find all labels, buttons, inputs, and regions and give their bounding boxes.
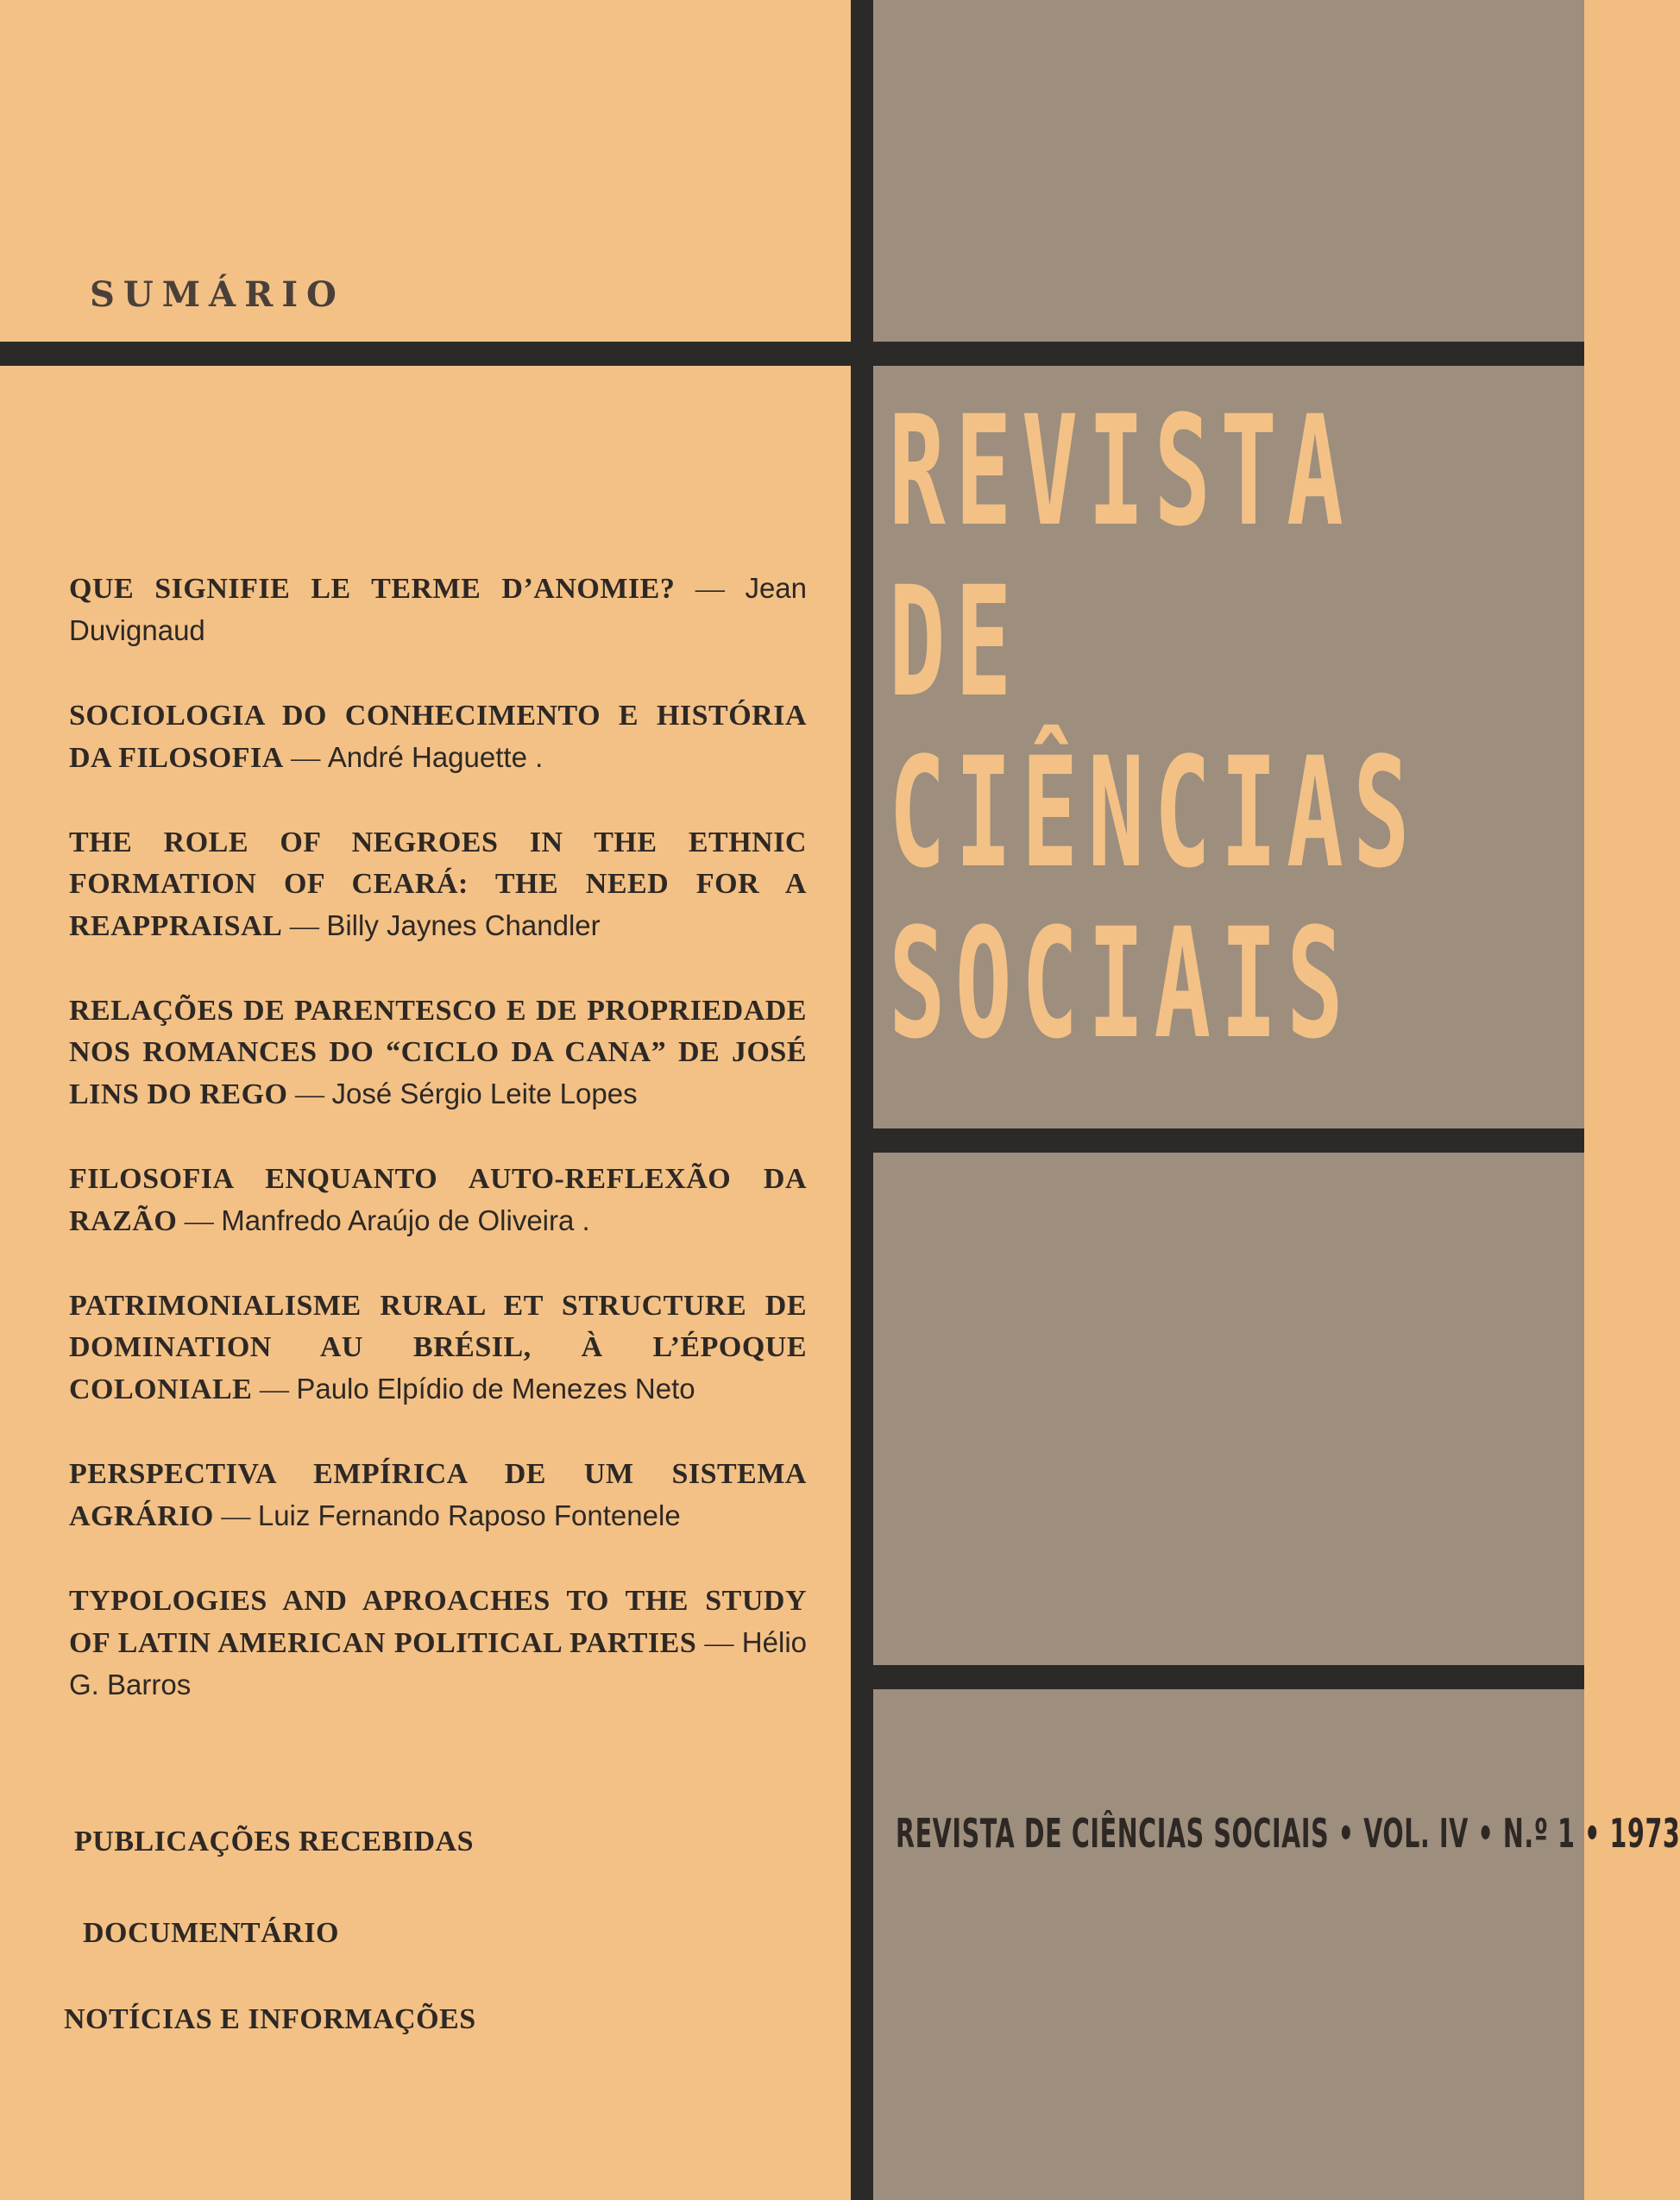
toc-entry: [69, 1159, 807, 1242]
toc-entry: [69, 822, 807, 947]
toc-author: Paulo Elpídio de Menezes Neto: [296, 1373, 695, 1405]
section-publicacoes-recebidas: PUBLICAÇÕES RECEBIDAS: [74, 1826, 474, 1857]
toc-entry: [69, 568, 807, 652]
journal-title-line: CIÊNCIAS: [889, 725, 1419, 902]
toc-title: PERSPECTIVA EMPÍRICA DE UM SISTEMA AGRÁRIO: [69, 1458, 807, 1532]
toc-separator: —: [675, 573, 746, 605]
toc-author: Hélio G. Barros: [69, 1626, 807, 1700]
toc-separator: —: [213, 1500, 258, 1532]
journal-title-line: DE: [889, 554, 1022, 731]
section-noticias-informacoes: NOTÍCIAS E INFORMAÇÕES: [64, 2003, 476, 2035]
toc-separator: —: [282, 910, 327, 942]
journal-title: [889, 383, 1419, 1072]
toc-entry: [69, 1581, 807, 1707]
toc-entry: [69, 990, 807, 1116]
toc-author: Jean Duvignaud: [69, 572, 808, 646]
section-documentario: DOCUMENTÁRIO: [83, 1917, 339, 1949]
toc-separator: —: [283, 742, 328, 774]
toc-entry: [69, 1285, 807, 1411]
toc-title: TYPOLOGIES AND APROACHES TO THE STUDY OF LATIN AMERICAN POLITICAL PARTIES: [69, 1585, 807, 1659]
table-of-contents: [69, 568, 807, 1750]
toc-title: RELAÇÕES DE PARENTESCO E DE PROPRIEDADE NOS ROMANCES DO “CICLO DA CANA” DE JOSÉ LINS DO REGO: [69, 995, 807, 1110]
right-divider-lower: [863, 1665, 1584, 1689]
toc-title: QUE SIGNIFIE LE TERME D’ANOMIE?: [69, 573, 676, 605]
toc-author: André Haguette .: [327, 741, 544, 773]
toc-separator: —: [177, 1205, 222, 1237]
right-panel: [871, 0, 1584, 2200]
toc-title: THE ROLE OF NEGROES IN THE ETHNIC FORMATION OF CEARÁ: THE NEED FOR A REAPPRAISAL: [69, 827, 807, 942]
journal-title-line: REVISTA: [889, 383, 1353, 560]
toc-title: SOCIOLOGIA DO CONHECIMENTO E HISTÓRIA DA FILOSOFIA: [69, 700, 807, 774]
toc-author: Billy Jaynes Chandler: [326, 909, 601, 941]
journal-title-line: SOCIAIS: [889, 896, 1353, 1072]
toc-entry: [69, 1454, 807, 1537]
toc-title: FILOSOFIA ENQUANTO AUTO-REFLEXÃO DA RAZÃO: [69, 1163, 807, 1237]
top-horizontal-divider: [0, 342, 1584, 366]
toc-separator: —: [287, 1078, 332, 1110]
sumario-heading: SUMÁRIO: [90, 274, 345, 315]
toc-entry: [69, 695, 807, 779]
issue-info-line: REVISTA DE CIÊNCIAS SOCIAIS • VOL. IV • N.º 1 • 1973: [896, 1810, 1680, 1857]
toc-separator: —: [252, 1373, 297, 1405]
toc-author: Luiz Fernando Raposo Fontenele: [257, 1499, 681, 1531]
vertical-divider: [851, 0, 873, 2200]
right-divider-upper: [863, 1128, 1584, 1153]
toc-separator: —: [696, 1627, 742, 1659]
toc-title: PATRIMONIALISME RURAL ET STRUCTURE DE DOMINATION AU BRÉSIL, À L’ÉPOQUE COLONIALE: [69, 1290, 807, 1405]
toc-author: Manfredo Araújo de Oliveira .: [221, 1204, 590, 1236]
toc-author: José Sérgio Leite Lopes: [331, 1078, 638, 1109]
